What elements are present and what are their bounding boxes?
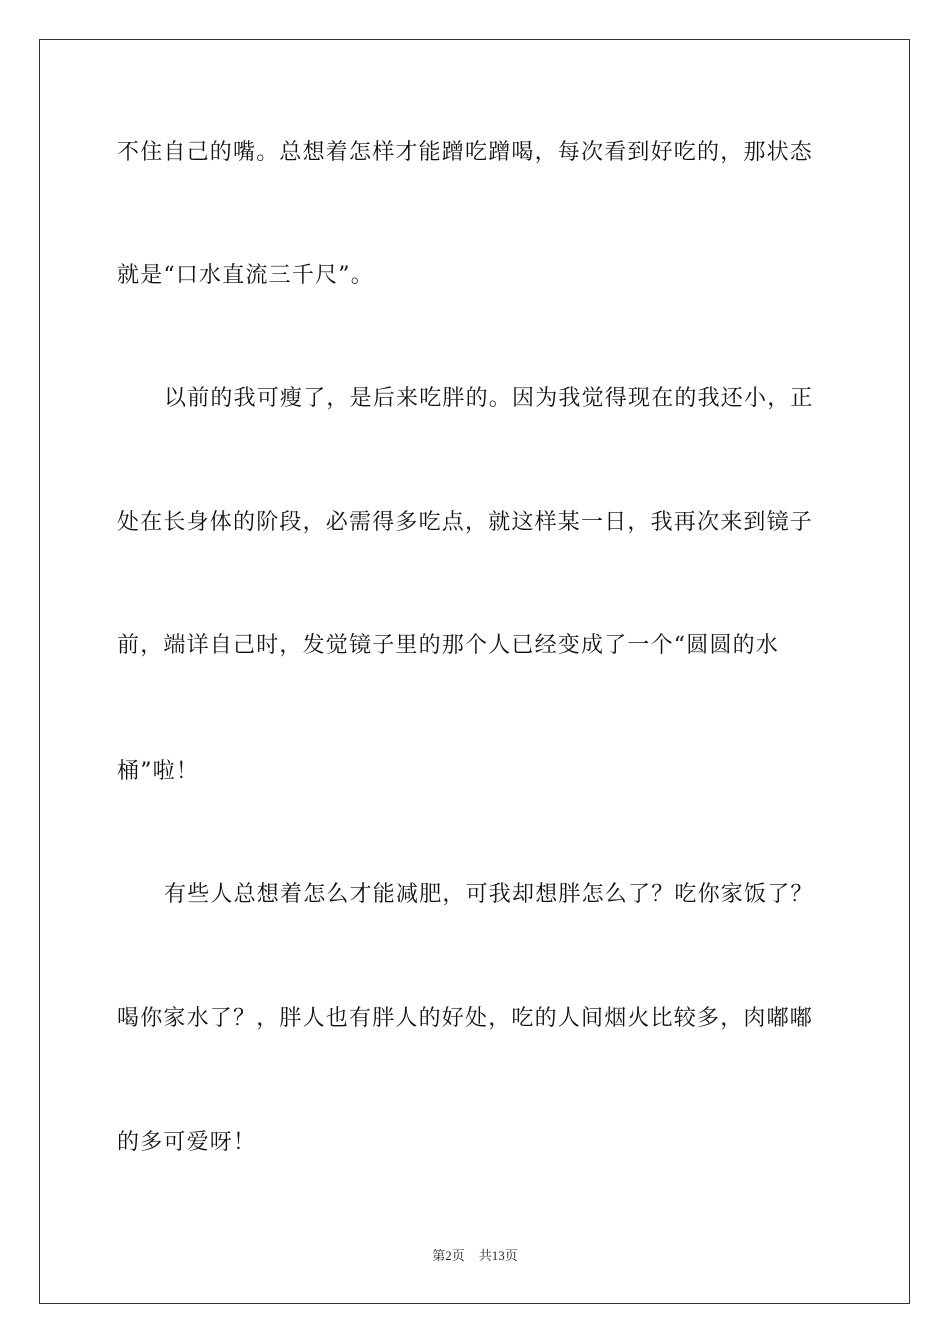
text-line-1: 不住自己的嘴。总想着怎样才能蹭吃蹭喝，每次看到好吃的，那状态 <box>117 140 814 165</box>
text-line-3-paragraph-start: 以前的我可瘦了，是后来吃胖的。因为我觉得现在的我还小，正 <box>164 386 814 411</box>
text-line-9: 的多可爱呀！ <box>117 1130 257 1155</box>
text-line-8: 喝你家水了？，胖人也有胖人的好处，吃的人间烟火比较多，肉嘟嘟 <box>117 1006 814 1031</box>
total-pages: 共13页 <box>478 1248 518 1263</box>
text-line-4: 处在长身体的阶段，必需得多吃点，就这样某一日，我再次来到镜子 <box>117 510 814 535</box>
page-number: 第2页 <box>432 1248 465 1263</box>
text-line-7-paragraph-start: 有些人总想着怎么才能减肥，可我却想胖怎么了？吃你家饭了？ <box>164 882 814 907</box>
text-line-2: 就是“口水直流三千尺”。 <box>117 263 374 288</box>
page-footer <box>0 1247 950 1265</box>
text-line-6: 桶”啦！ <box>117 759 200 784</box>
text-line-5: 前，端详自己时，发觉镜子里的那个人已经变成了一个“圆圆的水 <box>117 633 780 658</box>
page-border <box>39 39 910 1304</box>
